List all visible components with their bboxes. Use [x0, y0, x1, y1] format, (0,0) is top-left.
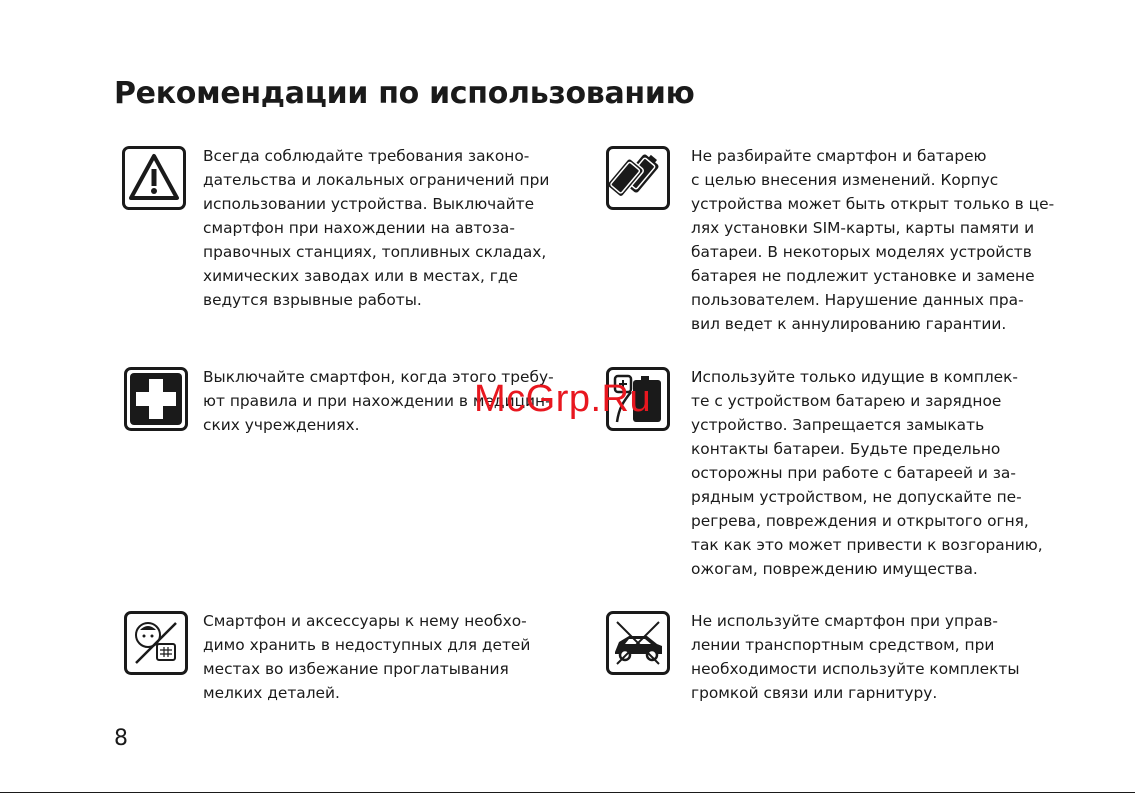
no-small-parts-children-icon [124, 611, 188, 675]
safety-text-regulations: Всегда соблюдайте требования законо- дательства и локальных ограничений при использовании устройства. Выключайте смартфон при нахождении на автоза- правочных станциях, топливных складах, химических заводах или в местах, где ведутся взрывные работы. [203, 147, 550, 309]
medical-cross-icon [124, 367, 188, 431]
bottom-divider [0, 792, 1135, 793]
safety-text-charger: Используйте только идущие в комплек- те с устройством батарею и зарядное устройство. Запрещается замыкать контакты батареи. Будьте предельно осторожны при работе с батареей и за- рядным устройством, не допускайте пе- регрева, повреждения и открытого огня, так как это может привести к возгоранию, ожогам, повреждению имущества. [691, 368, 1043, 578]
battery-disassembly-icon [606, 146, 670, 210]
watermark: McGrp.Ru [474, 378, 652, 420]
safety-text-disassembly: Не разбирайте смартфон и батарею с целью внесения изменений. Корпус устройства может быть открыт только в це- лях установки SIM-карты, карты памяти и батареи. В некоторых моделях устройств батарея не подлежит установке и замене пользователем. Нарушение данных пра- вил ведет к аннулированию гарантии. [691, 147, 1055, 333]
safety-text-medical: Выключайте смартфон, когда этого требу- ют правила и при нахождении в медицин- ских учреждениях. [203, 368, 554, 434]
safety-text-driving: Не используйте смартфон при управ- лении транспортным средством, при необходимости используйте комплекты громкой связи или гарнитуру. [691, 612, 1020, 702]
warning-triangle-icon [122, 146, 186, 210]
safety-text-children: Смартфон и аксессуары к нему необхо- димо хранить в недоступных для детей местах во избежание проглатывания мелких деталей. [203, 612, 531, 702]
page-number: 8 [114, 726, 128, 751]
no-phone-while-driving-icon [606, 611, 670, 675]
page-title: Рекомендации по использованию [114, 76, 695, 111]
